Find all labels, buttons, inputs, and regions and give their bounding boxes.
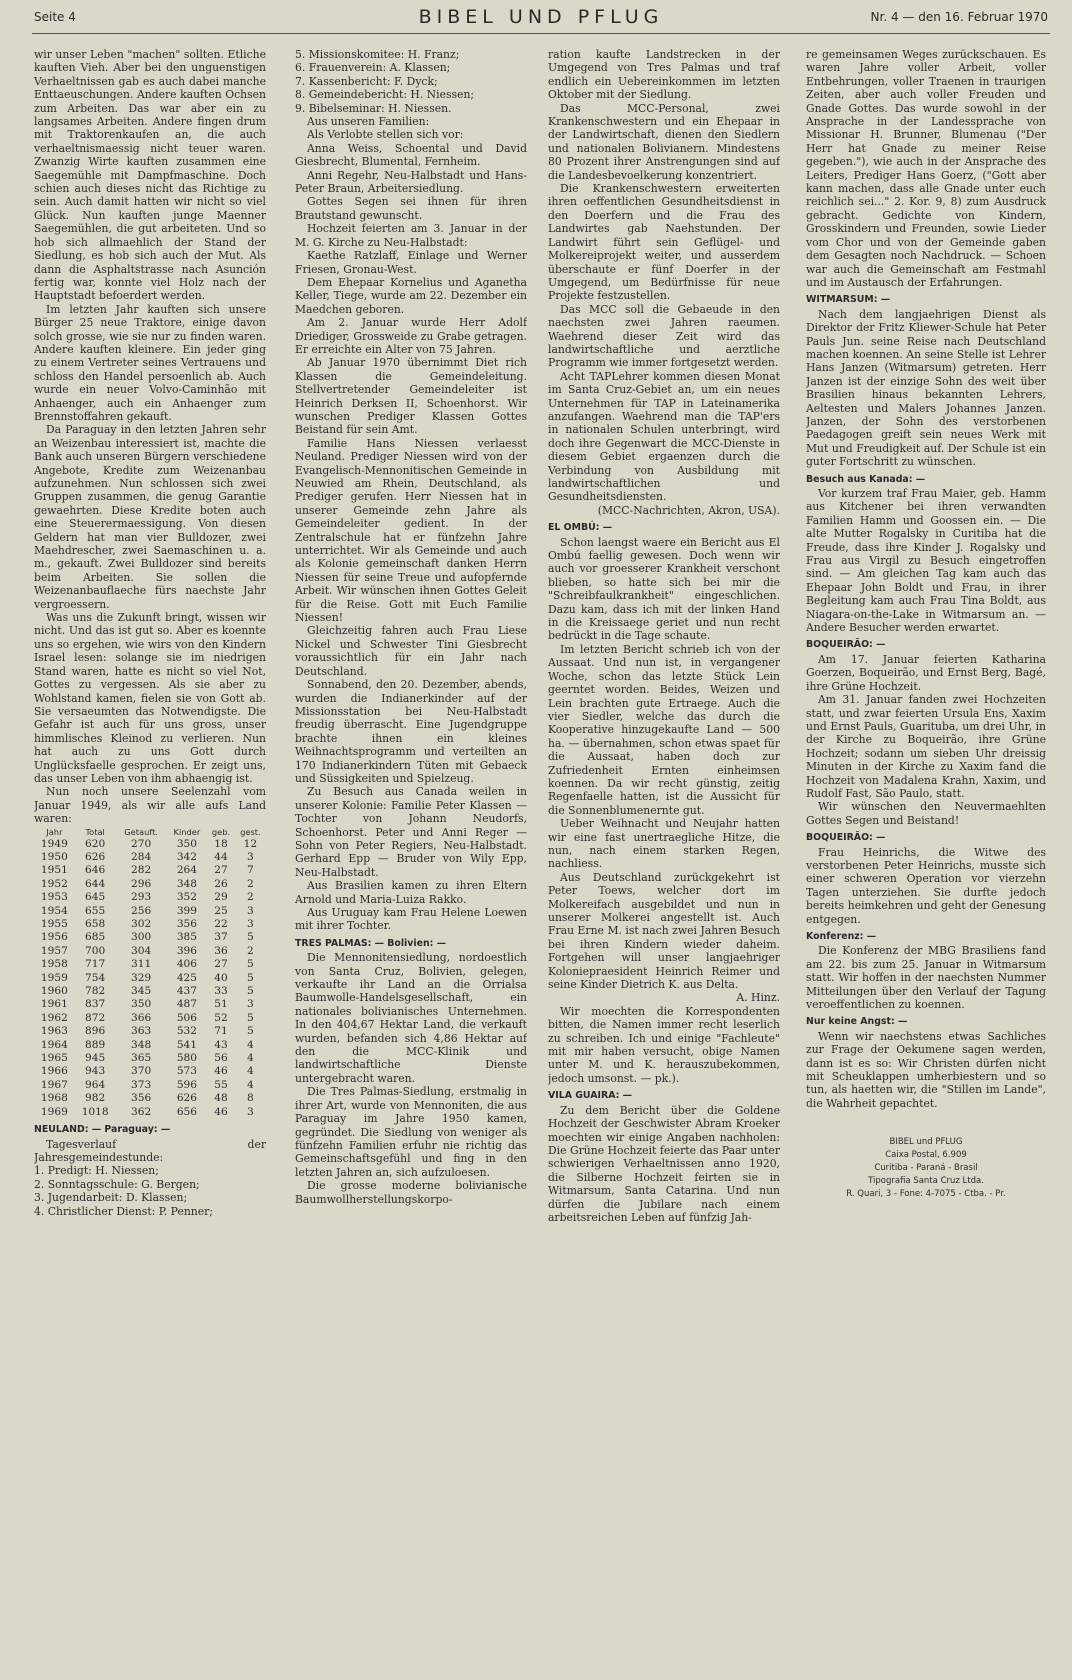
table-cell: 48	[214, 1092, 228, 1105]
table-cell: 46	[214, 1065, 228, 1078]
list-item: 9. Bibelseminar: H. Niessen.	[295, 101, 452, 115]
table-row	[34, 838, 266, 851]
table-cell: 311	[131, 958, 152, 971]
table-cell: 350	[176, 837, 198, 850]
table-cell: 580	[176, 1052, 198, 1065]
table-cell: 782	[85, 985, 106, 998]
table-cell: 943	[85, 1065, 106, 1078]
table-cell: 25	[214, 904, 228, 917]
table-cell: 5	[247, 958, 254, 971]
table-cell: 1950	[40, 850, 68, 863]
table-cell: 46	[214, 1105, 228, 1118]
table-cell: 685	[85, 931, 106, 944]
table-cell: 27	[214, 864, 228, 877]
table-cell: 1965	[40, 1052, 68, 1065]
table-cell: 658	[85, 918, 106, 930]
table-cell: 3	[247, 904, 254, 917]
table-cell: 264	[176, 864, 198, 877]
paragraph: ration kaufte Landstrecken in der Umgegend von Tres Palmas und traf endlich ein Uebereinkommen im letzten Oktober mit der Siedlung.	[548, 48, 780, 102]
imprint-line: Tipografia Santa Cruz Ltda.	[868, 1176, 984, 1187]
table-cell: 284	[131, 850, 152, 863]
table-cell: 296	[131, 877, 152, 890]
paragraph: Aus Brasilien kamen zu ihren Eltern Arnold und Maria-Luiza Rakko.	[295, 879, 527, 906]
table-cell: 487	[176, 998, 198, 1011]
table-cell: 256	[131, 904, 152, 917]
table-cell: 304	[131, 944, 152, 957]
table-cell: 5	[247, 985, 254, 998]
table-cell: 352	[176, 891, 198, 904]
list-item: 1. Predigt: H. Niessen;	[34, 1164, 159, 1178]
section-heading-angst: Nur keine Angst: —	[806, 1016, 908, 1028]
table-cell: 37	[214, 931, 228, 944]
paragraph: Die Mennonitensiedlung, nordoestlich von Santa Cruz, Bolivien, gelegen, verkaufte ihr Land an die Orrialsa Baumwolle-Handelsgesellschaft, ein nationales bolivianisches Unternehmen. In den 404,67 Hektar Land, die verkauft wurden, befanden sich 4,86 Hektar auf den die MCC-Klinik und landwirtschaftliche Dienste untergebracht waren.	[295, 951, 527, 1085]
table-cell: 896	[85, 1025, 106, 1038]
paragraph: Das MCC soll die Gebaeude in den naechsten zwei Jahren raeumen. Waehrend dieser Zeit wird das landwirtschaftliche und aerztliche Programm wie immer fortgesetzt werden.	[548, 302, 780, 370]
table-row	[34, 958, 266, 971]
table-cell: 1964	[40, 1038, 68, 1051]
table-row	[34, 972, 266, 985]
table-cell: 1961	[40, 998, 68, 1011]
table-cell: 4	[247, 1052, 254, 1065]
paragraph: Das MCC-Personal, zwei Krankenschwestern und ein Ehepaar in der Landwirtschaft, dienen den Siedlern und nationalen Bolivianern. Mindestens 80 Prozent ihrer Anstrengungen sind auf die Landesbevoelkerung konzentriert.	[548, 101, 780, 182]
source-credit: (MCC-Nachrichten, Akron, USA).	[597, 503, 780, 517]
table-cell: 1018	[81, 1105, 109, 1118]
table-cell: 36	[214, 944, 228, 957]
paragraph: Aus unseren Familien:	[307, 115, 430, 129]
table-cell: 2	[247, 891, 254, 904]
table-cell: 282	[131, 864, 152, 877]
issue-date: Nr. 4 — den 16. Februar 1970	[870, 10, 1048, 24]
table-cell: 645	[85, 891, 106, 904]
paragraph: Zu Besuch aus Canada weilen in unserer Kolonie: Familie Peter Klassen — Tochter von Johann Neudorfs, Schoenhorst. Peter und Anni Reger — Sohn von Peter Regiers, Neu-Halbstadt. Gerhard Epp — Bruder von Wily Epp, Neu-Halbstadt.	[295, 785, 527, 879]
table-cell: 348	[131, 1038, 152, 1051]
table-cell: 373	[131, 1078, 152, 1091]
table-cell: 345	[131, 985, 152, 998]
table-cell: 2	[247, 877, 254, 890]
table-cell: 26	[214, 877, 228, 890]
table-cell: 71	[214, 1025, 228, 1038]
table-cell: 1967	[40, 1078, 68, 1091]
list-item: 2. Sonntagsschule: G. Bergen;	[34, 1177, 200, 1191]
paragraph: Anna Weiss, Schoental und David Giesbrecht, Blumental, Fernheim.	[295, 141, 527, 169]
table-cell: 406	[176, 958, 198, 971]
table-cell: 1969	[40, 1105, 68, 1118]
table-cell: 29	[214, 891, 228, 904]
table-cell: 596	[176, 1078, 198, 1091]
table-cell: 350	[131, 998, 152, 1011]
table-cell: 342	[176, 850, 198, 863]
table-cell: 40	[214, 971, 228, 984]
table-header: geb.	[211, 826, 231, 837]
table-row	[34, 1025, 266, 1038]
table-cell: 33	[214, 985, 228, 998]
list-item: 8. Gemeindebericht: H. Niessen;	[295, 88, 475, 102]
table-cell: 44	[214, 850, 228, 863]
table-cell: 363	[131, 1025, 152, 1038]
column-4	[806, 48, 1046, 1673]
paragraph: Die Krankenschwestern erweiterten ihren oeffentlichen Gesundheitsdienst in den Doerfern und die Frau des Landwirtes gab Naehstunden. Der Landwirt führt sein Geflügel- und Molkereiprojekt weiter, und ausserdem überschaute er fünf Doerfer in der Umgegend, um Bedürfnisse für neue Projekte festzustellen.	[548, 182, 780, 303]
table-row	[34, 945, 266, 958]
table-cell: 1951	[40, 864, 68, 877]
table-cell: 329	[131, 971, 152, 984]
population-table	[34, 827, 266, 1120]
imprint-line: Curitiba - Paraná - Brasil	[874, 1163, 978, 1174]
table-cell: 945	[85, 1052, 106, 1065]
table-cell: 1958	[40, 958, 68, 971]
list-item: 4. Christlicher Dienst: P. Penner;	[34, 1204, 213, 1218]
table-row	[34, 998, 266, 1011]
paragraph: Aus Deutschland zurückgekehrt ist Peter Toews, welcher dort im Molkereifach ausgebildet und nun in unserer Molkerei angestellt ist. Auch Frau Erne M. ist nach zwei Jahren Besuch bei ihren Kindern wieder daheim. Fortgehen will unser langjaehriger Koloniepraesident Heinrich Reimer und seine Kinder Dietrich K. aus Delta.	[548, 870, 780, 992]
table-cell: 3	[247, 1105, 254, 1118]
table-row	[34, 918, 266, 931]
table-cell: 348	[176, 877, 198, 890]
table-row	[34, 1052, 266, 1065]
table-cell: 1949	[40, 837, 68, 850]
masthead-title: BIBEL UND PFLUG	[418, 6, 664, 28]
paragraph: Am 2. Januar wurde Herr Adolf Driediger, Grossweide zu Grabe getragen. Er erreichte ein Alter von 75 Jahren.	[295, 316, 527, 356]
table-cell: 365	[131, 1052, 152, 1065]
agenda-list	[34, 1164, 266, 1218]
table-cell: 3	[247, 918, 254, 930]
table-cell: 302	[131, 918, 152, 930]
section-heading-boqueirao-2: BOQUEIRÃO: —	[806, 832, 886, 844]
paragraph: Wenn wir naechstens etwas Sachliches zur Frage der Oekumene sagen werden, dann ist es so: Wir Christen dürfen nicht mit Scheuklappen umherbiestern und so tun, als haetten wir, die "Stillen im Lande", die Wahrheit gepachtet.	[806, 1029, 1046, 1110]
table-row	[34, 864, 266, 877]
table-row	[34, 1079, 266, 1092]
table-header: gest.	[240, 826, 261, 837]
table-cell: 982	[85, 1092, 106, 1105]
table-cell: 506	[176, 1011, 198, 1024]
section-heading-konferenz: Konferenz: —	[806, 931, 877, 942]
table-cell: 1954	[40, 904, 68, 917]
table-cell: 4	[247, 1038, 254, 1051]
table-cell: 370	[131, 1065, 152, 1078]
table-cell: 1963	[40, 1025, 68, 1038]
paragraph: Dem Ehepaar Kornelius und Aganetha Keller, Tiege, wurde am 22. Dezember ein Maedchen geboren.	[295, 275, 527, 316]
paragraph: Kaethe Ratzlaff, Einlage und Werner Friesen, Gronau-West.	[295, 249, 527, 276]
table-cell: 56	[214, 1052, 228, 1065]
paragraph: Acht TAPLehrer kommen diesen Monat im Santa Cruz-Gebiet an, um ein neues Unternehmen für TAP in Lateinamerika anzufangen. Waehrend man die TAP'ers in nationalen Schulen unterbringt, wird doch ihre Gegenwart die MCC-Dienste in diesem Gebiet ergaenzen durch die Verbindung von Ausbildung mit landwirtschaftlichen und Gesundheitsdiensten.	[548, 369, 780, 504]
paragraph: Familie Hans Niessen verlaesst Neuland. Prediger Niessen wird von der Evangelisch-Mennonitischen Gemeinde in Neuwied am Rhein, Deutschland, als Prediger gerufen. Herr Niessen hat in unserer Gemeinde zehn Jahre als Gemeindeleiter gedient. In der Zentralschule hat er fünfzehn Jahre unterrichtet. Wir als Gemeinde und auch als Kolonie gemeinschaft danken Herrn Niessen für seine Treue und aufopfernde Arbeit. Wir wünschen ihnen Gottes Geleit für die Reise. Gott mit Euch Familie Niessen!	[295, 436, 527, 625]
table-cell: 700	[85, 944, 106, 957]
table-header: Total	[85, 826, 105, 837]
table-cell: 18	[214, 837, 228, 850]
table-cell: 52	[214, 1011, 228, 1024]
paragraph: Ab Januar 1970 übernimmt Diet rich Klassen die Gemeindeleitung. Stellvertretender Gemeindeleiter ist Heinrich Derksen II, Schoenhorst. Wir wunschen Prediger Klassen Gottes Beistand für sein Amt.	[295, 356, 527, 437]
paragraph: wir unser Leben "machen" sollten. Etliche kauften Vieh. Aber bei den unguenstigen Verhaeltnissen gab es auch dabei manche Enttaeuschungen. Andere kauften Ochsen zum Arbeiten. Das war aber ein zu langsames Arbeiten. Andere fingen drum mit Traktorenkaufen an, die auch verhaeltnismaessig nicht teuer waren. Zwanzig Wirte kauften zusammen eine Saegemühle mit Dampfmaschine. Doch schien auch dieses nicht das Richtige zu sein. Auch damit hatten wir nicht so viel Glück. Nun kauften junge Maenner Saegemühlen, die gut arbeiteten. Und so hob sich allmaehlich der Stand der Siedlung, es hob sich auch der Mut. Als dann die Asphaltstrasse nach Asunción fertig war, konnte viel Holz nach der Hauptstadt befoerdert werden.	[34, 48, 266, 303]
table-cell: 5	[247, 1011, 254, 1024]
table-cell: 362	[131, 1105, 152, 1118]
table-row	[34, 1039, 266, 1052]
table-cell: 872	[85, 1011, 106, 1024]
section-heading-witmarsum: WITMARSUM: —	[806, 294, 891, 306]
table-body	[34, 838, 266, 1120]
paragraph: Tagesverlauf der Jahresgemeindestunde:	[34, 1137, 266, 1164]
paragraph: Sonnabend, den 20. Dezember, abends, wurden die Indianerkinder auf der Missionsstation bei Neu-Halbstadt freudig überrascht. Eine Jugendgruppe brachte ihnen ein kleines Weihnachtsprogramm und verteilten an 170 Indianerkindern Tüten mit Gebaeck und Süssigkeiten und Spielzeug.	[295, 678, 527, 785]
paragraph: Schon laengst waere ein Bericht aus El Ombú faellig gewesen. Doch wenn wir auch vor groesserer Krankheit verschont blieben, so hatte sich bei mir die "Schreibfaulkrankheit" eingeschlichen. Dazu kam, dass ich mit der linken Hand in die Kreissaege geriet und nun recht bedrückt in die Tage schaute.	[548, 535, 780, 643]
table-cell: 1952	[40, 877, 68, 890]
list-item: 7. Kassenbericht: F. Dyck;	[295, 74, 438, 88]
section-heading-vila-guaira: VILA GUAIRA: —	[548, 1090, 633, 1102]
table-cell: 541	[176, 1038, 198, 1051]
table-header: Jahr	[46, 826, 63, 837]
author-signature: A. Hinz.	[736, 991, 780, 1005]
table-cell: 1960	[40, 985, 68, 998]
paragraph: Im letzten Jahr kauften sich unsere Bürger 25 neue Traktore, einige davon solch grosse, wie sie nur zu finden waren. Andere kauften kleinere. Ein jeder ging zu einem Vertreter seines Vertrauens und schloss den Handel persoenlich ab. Auch wurde ein neuer Volvo-Caminhão mit Anhaenger, auch ein Anhaenger zum Brennstoffahren gekauft.	[34, 302, 266, 423]
table-cell: 532	[176, 1025, 198, 1038]
imprint-line: Caixa Postal, 6.909	[885, 1150, 967, 1161]
table-cell: 8	[247, 1092, 254, 1105]
table-cell: 573	[176, 1065, 198, 1078]
table-cell: 1957	[40, 944, 68, 957]
paragraph: Gottes Segen sei ihnen für ihren Brautstand gewunscht.	[295, 195, 527, 222]
table-cell: 5	[247, 931, 254, 944]
table-cell: 1956	[40, 931, 68, 944]
table-cell: 4	[247, 1078, 254, 1091]
table-row	[34, 851, 266, 864]
paragraph: Wir wünschen den Neuvermaehlten Gottes Segen und Beistand!	[806, 800, 1046, 827]
table-cell: 385	[176, 931, 198, 944]
table-cell: 1953	[40, 891, 68, 904]
table-cell: 5	[247, 971, 254, 984]
table-cell: 22	[214, 918, 228, 930]
table-cell: 717	[85, 958, 106, 971]
table-cell: 55	[214, 1078, 228, 1091]
table-cell: 655	[85, 904, 106, 917]
table-cell: 656	[176, 1105, 198, 1118]
section-heading-neuland: NEULAND: — Paraguay: —	[34, 1124, 171, 1136]
paragraph: Wir moechten die Korrespondenten bitten, die Namen immer recht leserlich zu schreiben. Ich und einige "Fachleute" mit mir haben versucht, obige Namen unter M. und K. herauszubekommen, jedoch umsonst. — pk.).	[548, 1004, 780, 1085]
paragraph: Die grosse moderne bolivianische Baumwollherstellungskorpo-	[295, 1179, 527, 1206]
table-cell: 626	[85, 850, 106, 863]
table-cell: 964	[85, 1078, 106, 1091]
paragraph: Was uns die Zukunft bringt, wissen wir nicht. Und das ist gut so. Aber es koennte uns so ergehen, wie wirs von den Kindern Israel lesen: solange sie im niedrigen Stand waren, hatte es nicht so viel Not, Gottes zu vergessen. Als sie aber zu Wohlstand kamen, fielen sie von Gott ab. Sie versaeumten das Notwendigste. Die Gefahr ist auch für uns gross, unser himmlisches Kleinod zu verlieren. Nun hat auch zu uns Gott durch Unglücksfaelle gesprochen. Er zeigt uns, das unser Leben von ihm abhaengig ist.	[34, 611, 266, 785]
section-heading-tres-palmas: TRES PALMAS: — Bolivien: —	[295, 937, 447, 949]
table-cell: 1962	[40, 1011, 68, 1024]
table-cell: 270	[131, 837, 152, 850]
table-cell: 12	[243, 837, 258, 850]
paragraph: Ueber Weihnacht und Neujahr hatten wir eine fast unertraegliche Hitze, die nun, nach einem starken Regen, nachliess.	[548, 817, 780, 871]
table-cell: 620	[85, 837, 106, 850]
table-cell: 4	[247, 1065, 254, 1078]
table-cell: 754	[85, 971, 106, 984]
table-cell: 3	[247, 850, 254, 863]
table-cell: 837	[85, 998, 106, 1011]
paragraph: Aus Uruguay kam Frau Helene Loewen mit ihrer Tochter.	[295, 906, 527, 933]
column-1	[34, 48, 266, 1673]
paragraph: Gleichzeitig fahren auch Frau Liese Nickel und Schwester Tini Giesbrecht voraussichtlich für ein Jahr nach Deutschland.	[295, 624, 527, 678]
paragraph: Am 31. Januar fanden zwei Hochzeiten statt, und zwar feierten Ursula Ens, Xaxim und Ernst Pauls, Guarituba, um drei Uhr, in der Kirche zu Boqueirão, ihre Grüne Hochzeit; sodann um sieben Uhr dreissig Minuten in der Kirche zu Xaxim fand die Hochzeit von Madalena Krahn, Xaxim, und Rudolf Fast, São Paulo, statt.	[806, 693, 1046, 800]
table-cell: 437	[176, 985, 198, 998]
section-heading-el-ombu: EL OMBÚ: —	[548, 522, 613, 534]
table-row	[34, 931, 266, 944]
table-cell: 399	[176, 904, 198, 917]
table-cell: 27	[214, 958, 228, 971]
table-cell: 356	[176, 918, 198, 930]
page-header	[34, 6, 1048, 30]
table-cell: 1968	[40, 1092, 68, 1105]
table-header: Kinder	[173, 826, 201, 837]
table-row	[34, 985, 266, 998]
page-number: Seite 4	[34, 10, 76, 24]
table-cell: 889	[85, 1038, 106, 1051]
paragraph: Nach dem langjaehrigen Dienst als Direktor der Fritz Kliewer-Schule hat Peter Pauls Jun. seine Reise nach Deutschland machen koennen. An seine Stelle ist Lehrer Hans Janzen (Witmarsum) getreten. Herr Janzen ist der einzige Sohn des weit über Brasilien hinaus bekannten Lehrers, Aeltesten und Malers Johannes Janzen. Janzen, der Sohn des verstorbenen Paedagogen greift sein neues Werk mit Mut und Freudigkeit auf. Der Schule ist ein guter Fortschritt zu wünschen.	[806, 307, 1046, 469]
paragraph: re gemeinsamen Weges zurückschauen. Es waren Jahre voller Arbeit, voller Entbehrungen, voller Traenen in traurigen Zeiten, aber auch voller Freuden und Gnade Gottes. Das wurde sowohl in der Ansprache in der Landessprache von Missionar H. Brunner, Blumenau ("Der Herr hat Gnade zu meiner Reise gegeben."), wie auch in der Ansprache des Leiters, Prediger Hans Goerz, ("Gott aber kann machen, dass alle Gnade unter euch reichlich sei..." 2. Kor. 9, 8) zum Ausdruck gebracht. Gedichte von Kindern, Grosskindern und Freunden, sowie Lieder vom Chor und von der Gemeinde gaben dem Gesagten noch Nachdruck. — Schoen war auch die Gemeinschaft am Festmahl und im Austausch der Erfahrungen.	[806, 48, 1046, 289]
table-row	[34, 905, 266, 918]
paragraph: Zu dem Bericht über die Goldene Hochzeit der Geschwister Abram Kroeker moechten wir einige Angaben nachholen: Die Grüne Hochzeit feierte das Paar unter schwierigen Verhaeltnissen anno 1920, die Silberne Hochzeit feirten sie in Witmarsum, Santa Catarina. Und nun dürfen die Jubilare nach einem arbeitsreichen Leben auf fünfzig Jah-	[548, 1103, 780, 1224]
table-cell: 1966	[40, 1065, 68, 1078]
table-row	[34, 1065, 266, 1078]
table-row	[34, 878, 266, 891]
paragraph: Da Paraguay in den letzten Jahren sehr an Weizenbau interessiert ist, machte die Bank auch unseren Bürgern verschiedene Angebote, Kredite zum Weizenanbau aufzunehmen. Nun schlossen sich zwei Gruppen zusammen, die genug Garantie gewaehrten. Diese Kredite boten auch eine Steuerermaessigung. Von diesen Geldern hat man vier Bulldozer, zwei Maehdrescher, zwei Saemaschinen u. a. m., gekauft. Zwei Bulldozer sind bereits beim Arbeiten. Sie sollen die Weizenanbauflaeche fürs naechste Jahr vergroessern.	[34, 423, 266, 611]
table-cell: 646	[85, 864, 106, 877]
imprint-line: BIBEL und PFLUG	[889, 1137, 963, 1148]
table-cell: 1955	[40, 918, 68, 930]
table-cell: 43	[214, 1038, 228, 1051]
section-heading-boqueirao: BOQUEIRÃO: —	[806, 639, 886, 651]
table-row	[34, 1092, 266, 1105]
table-row	[34, 891, 266, 904]
table-cell: 300	[131, 931, 152, 944]
table-cell: 626	[176, 1092, 198, 1105]
table-header: Getauft.	[124, 826, 159, 837]
column-3	[548, 48, 780, 1673]
table-cell: 366	[131, 1011, 152, 1024]
paragraph: Frau Heinrichs, die Witwe des verstorbenen Peter Heinrichs, musste sich einer schweren Operation vor vierzehn Tagen unterziehen. Sie durfte jedoch bereits heimkehren und geht der Genesung entgegen.	[806, 845, 1046, 926]
list-item: 6. Frauenverein: A. Klassen;	[295, 61, 451, 75]
table-cell: 7	[247, 864, 254, 877]
paragraph: Die Konferenz der MBG Brasiliens fand am 22. bis zum 25. Januar in Witmarsum statt. Wir hoffen in der naechsten Nummer Mitteilungen über den Verlauf der Tagung veroeffentlichen zu koennen.	[806, 944, 1046, 1012]
paragraph: Hochzeit feierten am 3. Januar in der M. G. Kirche zu Neu-Halbstadt:	[295, 222, 527, 249]
table-row	[34, 1106, 266, 1119]
table-cell: 356	[131, 1092, 152, 1105]
imprint-line: R. Quari, 3 - Fone: 4-7075 - Ctba. - Pr.	[846, 1189, 1006, 1200]
paragraph: Als Verlobte stellen sich vor:	[307, 128, 464, 142]
table-cell: 1959	[40, 971, 68, 984]
table-row	[34, 1012, 266, 1025]
paragraph: Am 17. Januar feierten Katharina Goerzen, Boqueirão, und Ernst Berg, Bagé, ihre Grüne Hochzeit.	[806, 652, 1046, 693]
paragraph: Nun noch unsere Seelenzahl vom Januar 1949, als wir alle aufs Land waren:	[34, 785, 266, 826]
header-rule	[32, 33, 1050, 34]
list-item: 5. Missionskomitee: H. Franz;	[295, 48, 460, 61]
table-cell: 3	[247, 998, 254, 1011]
section-heading-besuch: Besuch aus Kanada: —	[806, 473, 926, 485]
table-cell: 425	[176, 971, 198, 984]
agenda-list-continued	[295, 48, 527, 115]
table-cell: 5	[247, 1025, 254, 1038]
paragraph: Anni Regehr, Neu-Halbstadt und Hans-Peter Braun, Arbeitersiedlung.	[295, 168, 527, 196]
paragraph: Die Tres Palmas-Siedlung, erstmalig in ihrer Art, wurde von Mennoniten, die aus Paraguay im Jahre 1950 kamen, gegründet. Die Siedlung von weniger als fünfzehn Familien erfuhr nie richtig das Gemeinschaftsgefühl und fing in den letzten Jahren an, sich aufzuloesen.	[295, 1085, 527, 1179]
table-cell: 2	[247, 944, 254, 957]
table-cell: 644	[85, 877, 106, 890]
table-header-row	[34, 827, 266, 838]
paragraph: Vor kurzem traf Frau Maier, geb. Hamm aus Kitchener bei ihren verwandten Familien Hamm und Goossen ein. — Die alte Mutter Rogalsky in Curitiba hat die Freude, dass ihre Kinder J. Rogalsky und Frau aus Virgil zu Besuch eingetroffen sind. — Am gleichen Tag kam auch das Ehepaar John Boldt und Frau, in ihrer Begleitung kam auch Frau Tina Boldt, aus Niagara-on-the-Lake in Witmarsum an. — Andere Besucher werden erwartet.	[806, 487, 1046, 635]
list-item: 3. Jugendarbeit: D. Klassen;	[34, 1191, 188, 1205]
table-cell: 293	[131, 891, 152, 904]
imprint-block	[806, 1136, 1046, 1201]
paragraph: Im letzten Bericht schrieb ich von der Aussaat. Und nun ist, in vergangener Woche, schon das letzte Stück Lein geerntet worden. Beides, Weizen und Lein brachten gute Ertraege. Auch die vier Siedler, welche das durch die Kooperative hinzugekaufte Land — 500 ha. — übernahmen, schon etwas spaet für die Aussaat, haben doch zur Zufriedenheit Ernten einheimsen koennen. Da wir recht günstig, zeitig Regenfaelle hatten, ist die Aussicht für die Sonnenblumenernte gut.	[548, 642, 780, 817]
column-2	[295, 48, 527, 1673]
table-cell: 51	[214, 998, 228, 1011]
table-cell: 396	[176, 944, 198, 957]
